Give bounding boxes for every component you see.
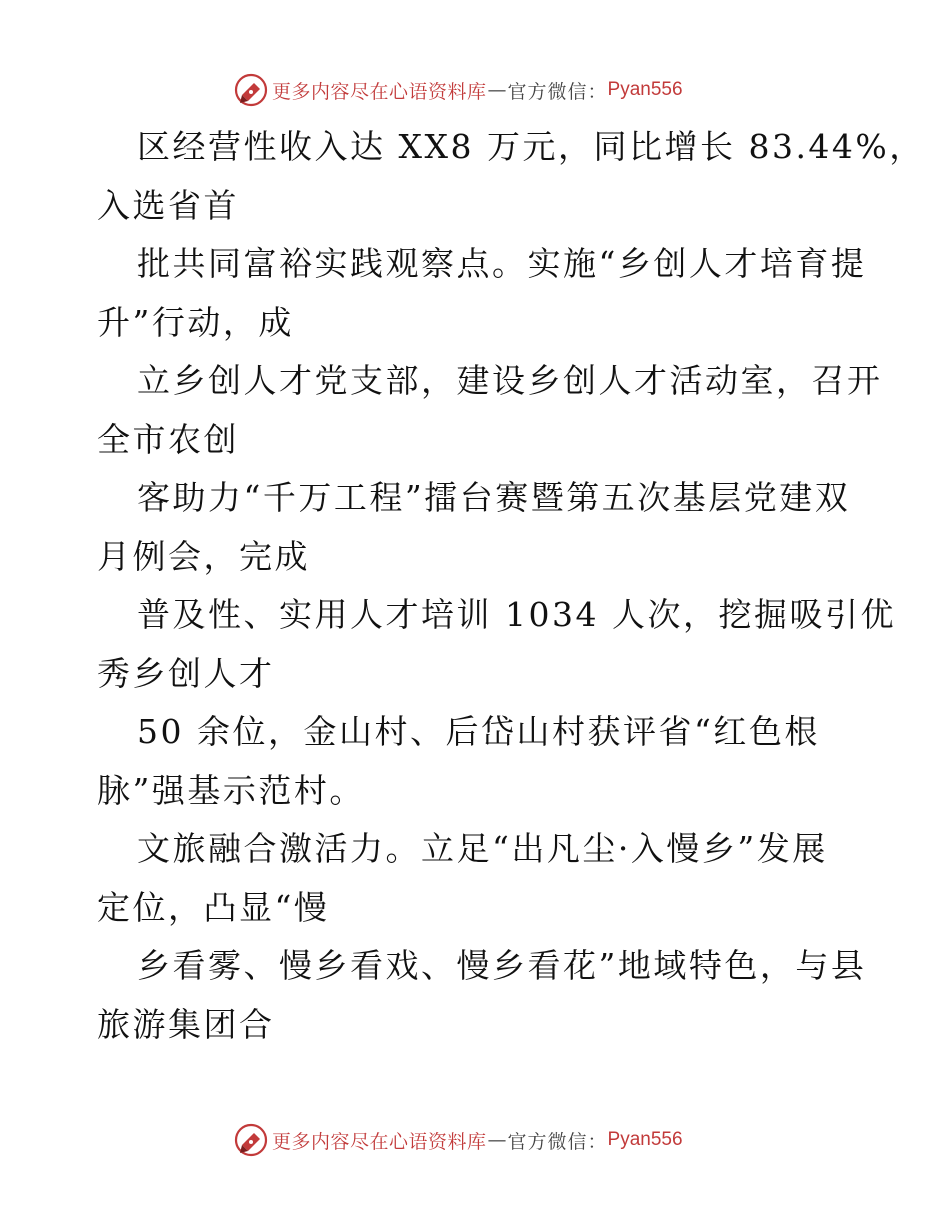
footer-brand-text: 更多内容尽在心语资料库 — [272, 1130, 487, 1153]
footer-wechat-label: 官方微信： — [507, 1130, 608, 1153]
body-line: 普及性、实用人才培训 1034 人次，挖掘吸引优 — [137, 595, 896, 634]
pen-nib-logo-icon — [234, 73, 268, 107]
header-brand-text: 更多内容尽在心语资料库 — [272, 80, 487, 103]
body-line: 批共同富裕实践观察点。实施“乡创人才培育提 — [137, 244, 867, 283]
body-line: 秀乡创人才 — [97, 653, 275, 693]
body-line: 月例会，完成 — [97, 536, 310, 576]
page-footer — [234, 1120, 683, 1160]
body-line: 乡看雾、慢乡看戏、慢乡看花”地域特色，与县 — [137, 946, 867, 985]
footer-separator: — — [487, 1129, 507, 1151]
body-line: 区经营性收入达 XX8 万元，同比增长 83.44%， — [137, 127, 925, 166]
body-line: 旅游集团合 — [97, 1004, 275, 1044]
body-line: 50 余位，金山村、后岱山村获评省“红色根 — [137, 712, 820, 751]
body-line: 立乡创人才党支部，建设乡创人才活动室，召开 — [137, 361, 883, 400]
body-line: 定位，凸显“慢 — [97, 887, 330, 927]
document-body — [97, 118, 925, 1054]
body-line: 升”行动，成 — [97, 302, 294, 342]
body-line: 文旅融合激活力。立足“出凡尘·入慢乡”发展 — [137, 829, 828, 868]
pen-nib-logo-icon — [234, 1123, 268, 1157]
body-line: 入选省首 — [97, 185, 239, 225]
header-separator: — — [487, 79, 507, 101]
footer-wechat-id: Pyan556 — [607, 1129, 683, 1150]
body-line: 客助力“千万工程”擂台赛暨第五次基层党建双 — [137, 478, 851, 517]
header-wechat-label: 官方微信： — [507, 80, 608, 103]
body-line: 全市农创 — [97, 419, 239, 459]
body-line: 脉”强基示范村。 — [97, 770, 365, 810]
header-wechat-id: Pyan556 — [607, 79, 683, 100]
page-header — [234, 70, 683, 110]
